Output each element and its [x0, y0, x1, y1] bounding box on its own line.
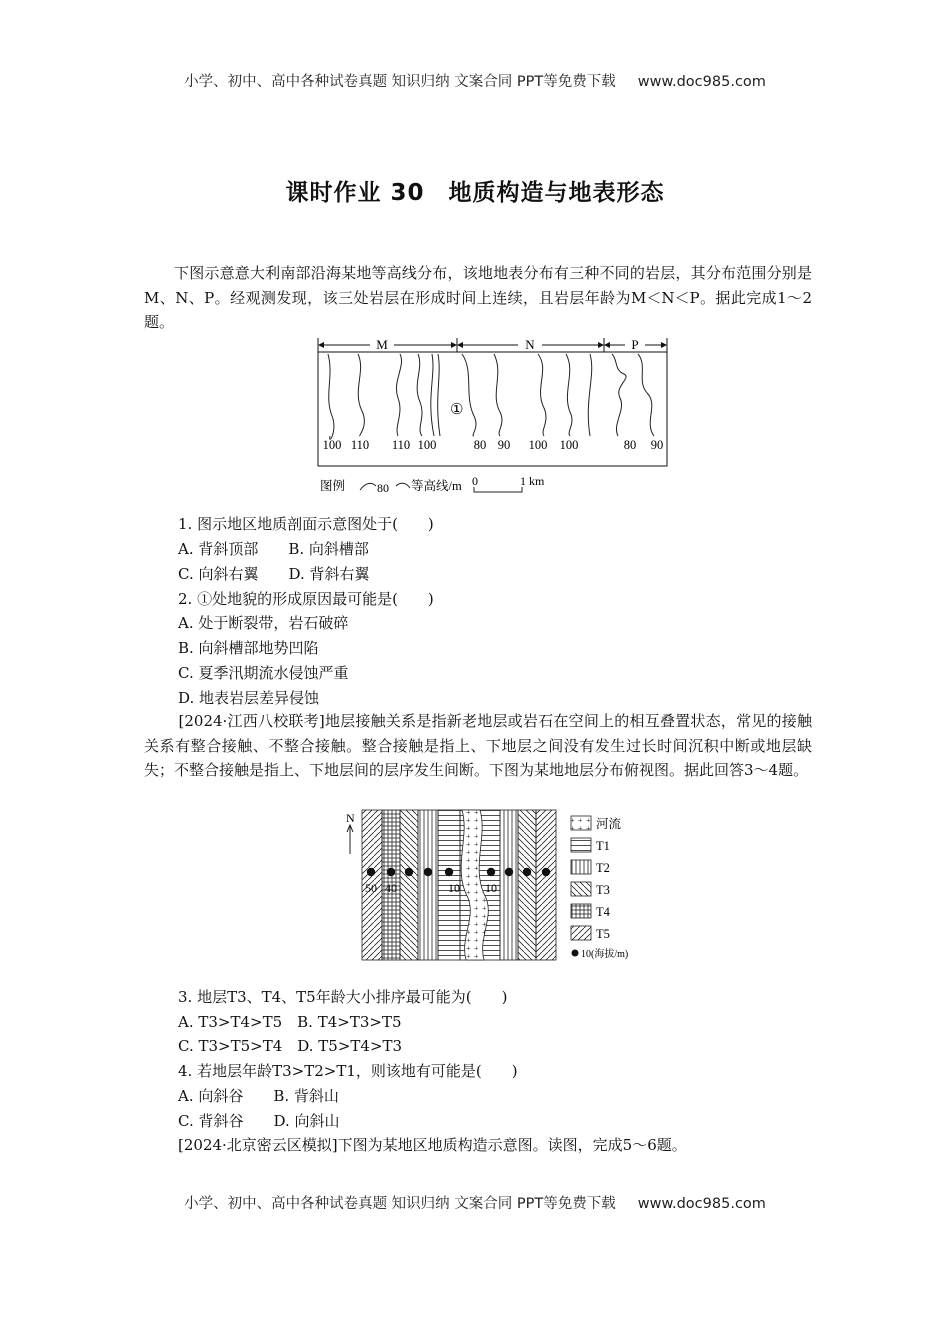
- contour-line: [588, 354, 591, 436]
- contour-value: 80: [473, 438, 487, 452]
- page-footer: [0, 1192, 950, 1213]
- footer-site[interactable]: www.doc985.com: [637, 1196, 766, 1212]
- contour-line: [417, 354, 422, 436]
- q3-stem: 3. 地层T3、T4、T5年龄大小排序最可能为( ): [178, 988, 508, 1006]
- marker-1: ①: [450, 402, 464, 418]
- contour-value: 100: [559, 438, 579, 452]
- elevation-dot: [445, 868, 453, 876]
- legend-label: T2: [596, 861, 610, 875]
- footer-text: 小学、初中、高中各种试卷真题 知识归纳 文案合同 PPT等免费下载: [184, 1196, 616, 1212]
- map-frame: [318, 352, 667, 466]
- q2-option-a: A. 处于断裂带，岩石破碎: [178, 614, 349, 632]
- elevation-dot: [367, 868, 375, 876]
- contour-value: 90: [650, 438, 664, 452]
- elevation-label: 10: [448, 881, 460, 895]
- stratum-t5-right: [536, 810, 556, 960]
- legend-label: 河流: [596, 817, 622, 831]
- elevation-dot: [405, 868, 413, 876]
- scale-end: 1 km: [520, 474, 545, 488]
- legend-label: T3: [596, 883, 610, 897]
- stratum-t3-right: [518, 810, 536, 960]
- legend-dot-label: 10(海拔/m): [581, 949, 629, 960]
- legend-label: T5: [596, 927, 610, 941]
- legend-t1-swatch: [571, 838, 591, 852]
- page-header: [0, 70, 950, 91]
- q2-option-c: C. 夏季汛期流水侵蚀严重: [178, 664, 349, 682]
- region-label-p: P: [631, 337, 639, 352]
- figure-2-strata-map: [338, 808, 638, 962]
- stratum-t2-right: [500, 810, 518, 960]
- contour-value: 110: [350, 438, 370, 452]
- contour-line: [358, 354, 364, 436]
- elevation-dot: [424, 868, 432, 876]
- elevation-dot: [487, 868, 495, 876]
- contour-value: 80: [623, 438, 637, 452]
- elevation-dot: [387, 868, 395, 876]
- elevation-dot: [523, 868, 531, 876]
- contour-line: [566, 354, 572, 436]
- q3-options-row-2: C. T3>T5>T4 D. T5>T4>T3: [178, 1037, 403, 1055]
- elevation-label: 40: [385, 881, 397, 895]
- region-label-m: M: [376, 337, 388, 352]
- q2-option-b: B. 向斜槽部地势凹陷: [178, 639, 319, 657]
- q3-options-row-1: A. T3>T4>T5 B. T4>T3>T5: [178, 1013, 402, 1031]
- contour-line: [638, 354, 654, 436]
- scale-bar: [474, 487, 522, 492]
- legend-value: 80: [377, 481, 389, 495]
- q1-options-row-2: C. 向斜右翼 D. 背斜右翼: [178, 565, 370, 583]
- legend-t3-swatch: [571, 882, 591, 896]
- contour-value: 110: [391, 438, 411, 452]
- figure-1-contour-map: [314, 336, 674, 498]
- stratum-t2-left: [418, 810, 438, 960]
- q1-options-row-1: A. 背斜顶部 B. 向斜槽部: [178, 540, 369, 558]
- legend-t5-swatch: [571, 926, 591, 940]
- q2-option-d: D. 地表岩层差异侵蚀: [178, 689, 320, 707]
- legend-label: T4: [596, 905, 610, 919]
- header-site[interactable]: www.doc985.com: [637, 74, 766, 90]
- q4-options-row-2: C. 背斜谷 D. 向斜山: [178, 1112, 340, 1130]
- contour-value: 90: [497, 438, 511, 452]
- stratum-t3-left: [400, 810, 418, 960]
- contour-line: [462, 354, 476, 436]
- legend-river-swatch: [571, 816, 591, 830]
- legend-label: T1: [596, 839, 610, 853]
- elevation-label: 50: [365, 881, 377, 895]
- scale-start: 0: [472, 474, 478, 488]
- contour-line: [396, 354, 401, 436]
- intro-paragraph-1: 下图示意意大利南部沿海某地等高线分布，该地地表分布有三种不同的岩层，其分布范围分别是M、N、P。经观测发现，该三处岩层在形成时间上连续，且岩层年龄为M＜N＜P。据此完成1～2题。: [144, 264, 812, 331]
- contour-line: [328, 354, 334, 439]
- contour-line: [494, 354, 502, 436]
- elevation-dot: [542, 868, 550, 876]
- legend-t4-swatch: [571, 904, 591, 918]
- contour-value: 100: [528, 438, 548, 452]
- elevation-label: 10: [485, 881, 497, 895]
- contour-line: [438, 354, 440, 436]
- legend-label: 等高线/m: [411, 479, 462, 493]
- contour-line: [612, 354, 626, 436]
- intro-paragraph-2: [2024·江西八校联考]地层接触关系是指新老地层或岩石在空间上的相互叠置状态，常见的接触关系有整合接触、不整合接触。整合接触是指上、下地层之间没有发生过长时间沉积中断或地层缺失；不整合接触是指上、下地层间的层序发生间断。下图为某地地层分布俯视图。据此回答3～4题。: [144, 712, 812, 779]
- legend-dot: [572, 950, 579, 957]
- region-label-n: N: [525, 337, 535, 352]
- q4-stem: 4. 若地层年龄T3>T2>T1，则该地有可能是( ): [178, 1062, 518, 1080]
- intro-paragraph-3: [2024·北京密云区模拟]下图为某地区地质构造示意图。读图，完成5～6题。: [178, 1136, 687, 1154]
- legend-t2-swatch: [571, 860, 591, 874]
- contour-line: [538, 354, 546, 436]
- north-label: N: [346, 811, 355, 825]
- elevation-dot: [505, 868, 513, 876]
- contour-value: 100: [322, 438, 342, 452]
- header-text: 小学、初中、高中各种试卷真题 知识归纳 文案合同 PPT等免费下载: [184, 74, 616, 90]
- page-title: 课时作业 30 地质构造与地表形态: [285, 180, 665, 206]
- q4-options-row-1: A. 向斜谷 B. 背斜山: [178, 1087, 339, 1105]
- q1-stem: 1. 图示地区地质剖面示意图处于( ): [178, 515, 434, 533]
- legend-prefix: 图例: [320, 479, 346, 493]
- contour-value: 100: [417, 438, 437, 452]
- contour-line: [431, 354, 434, 436]
- q2-stem: 2. ①处地貌的形成原因最可能是( ): [178, 590, 434, 608]
